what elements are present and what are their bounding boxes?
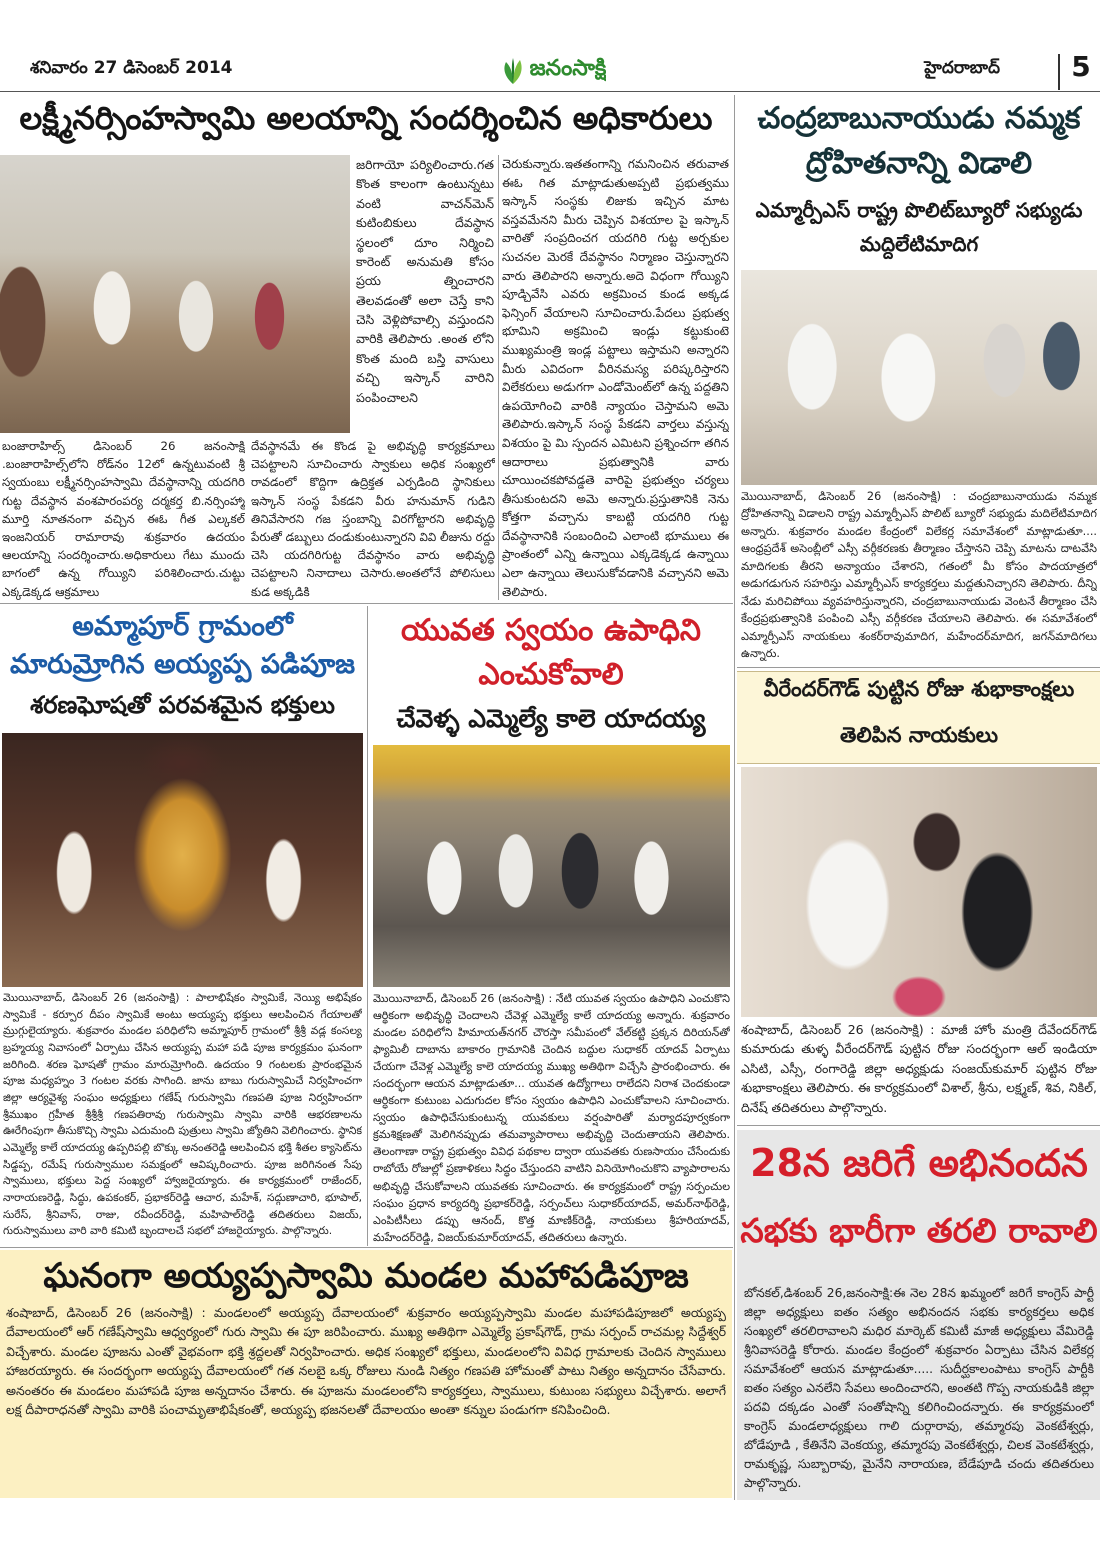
photo-temple-visit [0,155,350,433]
article-abhinandana-body: బోనకల్,డిశంబర్ 26,జనంసాక్షి:ఈ నెల 28న ఖమ్మంలో జరిగే కాంగ్రెస్ పార్టీ జిల్లా అధ్యక్షులు ఐతం సత్యం అభినందన సభకు కార్యకర్తలు అధిక సంఖ్యలో తరలిరావాలని మధిర మార్కెట్ కమిటీ మాజీ అధ్యక్షులు వేమిరెడ్డి శ్రీనివాసరెడ్డి కోరారు. మండల కేంద్రంలో శుక్రవారం ఏర్పాటు చేసిన విలేకర్ల సమావేశంలో ఆయన మాట్లాడుతూ..... సుదీర్ఘకాలంపాటు కాంగ్రెస్ పార్టీకి ఐతం సత్యం ఎనలేని సేవలు అందించారని, అంతటి గొప్ప నాయకుడికి జిల్లా పదవి దక్కడం ఎంతో సంతోషాన్ని కలిగించిందన్నారు. ఈ కార్యక్రమంలో కాంగ్రెస్ మండలాధ్యక్షులు గాలి దుర్గారావు, తమ్మారపు వెంకటేశ్వర్లు, బోడేపూడి , కేతినేని వెంకయ్య, తమ్మారపు వెంకటేశ్వర్లు, చిలక వెంకటేశ్వర్లు, రామకృష్ణ, సుబ్బారావు, మైనేని నారాయణ, బేడేపూడి చందు తదితరులు పాల్గొన్నారు. [744,1286,1094,1490]
article-mandala-puja-headline: ఘనంగా అయ్యప్పస్వామి మండల మహాపడిపూజ [43,1256,689,1296]
logo-text: జనంసాక్షి [529,56,607,81]
photo-dhaba-inauguration [373,745,730,987]
article-ammapur-subheadline: శరణఘోషతో పరవశమైన భక్తులు [30,691,335,719]
article-temple-column-4: చెరుకున్నారు.ఇతతంగాన్ని గమనించిన తరువాత ఈఓ గిత మాట్లాడుతుఅప్పటి ప్రభుత్వము ఇస్కాన్ సంస్థకు లిజుకు ఇచ్చిన మాట వస్తవమేనని మీరు చెప్పిన విశయాల పై ఇస్కాన్ వారితో సంప్రదించగ యదగిరి గుట్ట అర్చకుల సుచనల మెరకే దేవస్థానం నిర్మాణం చెస్తున్నారని వారు తెలిపారని అన్నారు.అదె విధంగా గోయ్యిని పూడ్చివేసి ఎవరు అక్రమించ కుండ అక్కడ ఫెన్సింగ్ వేయాలని సూచించారు.పేదలు ప్రభుత్వ భూమిని అక్రమించి ఇండ్లు కట్టుకుంటె ముఖ్యమంత్రి ఇండ్ల పట్టాలు ఇస్తామని అన్నారని మీరు ఎవిదంగా వీరినమస్య పరిష్కరిస్తారని విలేకరులు అడుగగా ఎండోమెంట్‌లో ఉన్న పద్దతిని ఉపయోగించి వారికి న్యాయం చెస్తామని అమె తెలిపారు.ఇస్కాన్ సంస్థ పేకడని వార్తలు వస్తున్న విశయం పై మి స్పందన ఎమిటని ప్రశ్నించగా తగిన ఆదారాలు ప్రభుత్వానికి వారు చూయించకపోవడ్డతె వారిపై ప్రభుత్వం చర్యలు తీసుకుంటదని అమె అన్నారు.ప్రస్తుతానికి నెను కోత్తగా వచ్చాను కాబట్టి యదగిరి గుట్ట దేవస్థానానికి సంబందించి ఎలాంటి భూములు ఈ ప్రాంతంలో ఎన్ని ఉన్నాయి ఎక్కడెక్కడ ఉన్నాయి ఎలా ఉన్నాయి తెలుసుకోవడానికి వచ్చానని అమె తెలిపారు. [502,157,729,599]
article-yuvata-headline-line2: ఎంచుకోవాలి [478,657,624,692]
article-chandrababu-headline-line1: చంద్రబాబునాయుడు నమ్మక [757,101,1081,136]
photo-ayyappa-padipuja [2,733,363,987]
article-temple-column-2: జరిగాయో పర్యిలించారు.గత కొంత కాలంగా ఉంటున్నటు వంటి వాచన్‌మెన్ కుటింబికులు దేవస్థాన స్థలంలో దూం నిర్మించి కారెంట్ అనుమతి కోసం ప్రయ త్నించారని తెలవడంతో అలా చెస్తే కాని చెసి వెళ్లిపోవాల్సి వస్తుందని వారికి తెలిపారు .అంత లోని కొంత మంది బస్తి వాసులు వచ్చి ఇస్కాన్ వారిని పంపించాలని [356,157,494,405]
article-veerender-subheadline: తెలిపిన నాయకులు [840,723,998,747]
section-rule [0,603,733,604]
article-abhinandana-headline-line2: సభకు భారీగా తరలి రావాలి [740,1211,1098,1250]
section-rule [737,667,1100,668]
column-rule [498,155,499,600]
article-yuvata-subheadline: చేవెళ్ళ ఎమ్మెల్యే కాలె యాదయ్య [396,704,706,733]
article-chandrababu-subheadline-line1: ఎమ్మార్పీఎస్ రాష్ట్ర పొలిట్‌బ్యూరో సభ్యుడు [755,198,1083,222]
article-ammapur-headline-line2: మారుమ్రోగిన అయ్యప్ప పడిపూజ [10,649,355,680]
article-abhinandana-headline-line1: 28న జరిగే అభినందన [750,1141,1088,1185]
article-ammapur-headline-line1: అమ్మాపూర్ గ్రామంలో [72,611,293,642]
edition-city: హైదరాబాద్ [924,58,1000,78]
article-ammapur-body: మొయినాబాద్, డిసెంబర్ 26 (జనంసాక్షి) : పాలాభిషేకం స్వామికే, నెయ్యి అభిషేకం స్వామికే - కర్పూర దీపం స్వామికే అంటు అయ్యప్ప భక్తులు ఆలపించిన గేయాలతో మ్రుగ్గులైయ్యారు. శుక్రవారం మండల పరిధిలోని అమ్మాపూర్ గ్రామంలో శ్రీశ్రీ వడ్ల కంసల్య బ్రహ్మయ్య నివాసంలో ఏర్పాటు చేసిన అయ్యప్ప మహా పడి పూజ కార్యక్రమం ఘనంగా జరిగింది. శరణ ఘోషతో గ్రామం మారుమ్రోగింది. ఉదయం 9 గంటలకు ప్రారంభమైన పూజ మధ్యహ్నం 3 గంటల వరకు సాగింది. జాను బాబు గురుస్వామిచే నిర్వహించగా జిల్లా ఆర్యవైశ్య సంఘం అధ్యక్షులు గణేష్ గురుస్వామి గణపతి పూజ నిర్వహించగా శ్రీముఖం గ్రహీత శ్రీశ్రీశ్రీ గణపతిరావు గురుస్వామి స్వామి వారికి ఆభరణాలను ఊరేగింపుగా తీసుకొచ్చి స్వామి ఎదుమంది పుత్రులు స్వామి జ్యోతిని వెలిగించారు. స్థానిక ఎమ్మెల్యే కాలే యాదయ్య ఉప్పరిపల్లి బొక్కు అనంతరెడ్డి ఆలపించిన భక్తి శీతల క్యాసెట్‌ను సిడ్డప్ప, రమేష్ గురుస్వాముల సమక్షంలో ఆవిష్కరించారు. పూజ జరిగినంత సేపు స్వాములు, భక్తులు పెద్ద సంఖ్యలో హ్వాజరైయ్యారు. ఈ కార్యక్రమంలో రాజేందర్, నారాయణరెడ్డి, సిద్ధు, ఉపకంకర్, ప్రభాకర్‌రెడ్డి ఆచార, మహేశ్, సద్గుణాచారి, భూపాల్, సురేస్, శ్రీనివాస్, రాజు, రవీందర్‌రెడ్డి, మహిపాల్‌రెడ్డి తదితరులు విజయ్, గురుస్వాములు వారి వారి కమిటి బృందాలచే సభలో హాజరైయ్యారు. పాల్గొన్నారు. [3,991,362,1238]
header-rule [0,91,1100,92]
photo-press-meet [741,270,1097,485]
section-rule [0,1247,733,1248]
section-rule [737,1125,1100,1126]
article-chandrababu-body: మొయినాబాద్, డిసెంబర్ 26 (జనంసాక్షి) : చంద్రబాబునాయుడు నమ్మక ద్రోహితనాన్ని విడాలని రాష్ట్ర ఎమ్మార్పీఎస్ పొలిట్ బ్యూరో సభ్యుడు మదిలేటిమాదిగ అన్నారు. శుక్రవారం మండల కేంద్రంలో విలేకర్ల సమావేశంలో మాట్లాడుతూ.... ఆంధ్రప్రదేశ్ అసెంబ్లీలో ఎస్సీ వర్గీకరణకు తీర్మాణం చేస్తానని చెప్పి మాటను దాటవేసి మాదిగలకు తీరని అన్యాయం చేశారని, గతంలో మీ కోసం పాదయాత్రలో అడుగడుగున సహరిస్తు ఎమ్మార్పీఎస్ కార్యకర్తలు మద్దతునిచ్చారని తెలిపారు. దీన్ని నేడు మరిచిపోయి వ్యవహరిస్తున్నారని, చంద్రబాబునాయుడు వెంటనే తీర్మాణం చేసి కేంద్రప్రభుత్వానికి పంపించి ఎస్సీ వర్గీకరణ చేయాలని తెలిపారు. ఈ సమావేశంలో ఎమ్మార్పీఎస్ నాయకులు శంకర్‌రావుమాదిగ, మహేందర్‌మాదిగ, జగన్‌మాదిగలు ఉన్నారు. [741,490,1097,660]
photo-birthday-greeting [741,767,1097,1017]
article-chandrababu-headline-line2: ద్రోహితనాన్ని విడాలి [805,146,1033,181]
article-yuvata-body: మొయినాబాద్, డిసెంబర్ 26 (జనంసాక్షి) : నేటి యువత స్వయం ఉపాధిని ఎంచుకొని ఆర్థికంగా అభివృద్ధి చెందాలని చేవెళ్ల ఎమ్మెల్యే కాలే యాదయ్య అన్నారు. శుక్రవారం మండల పరిధిలోని హిమాయత్‌నగర్ చౌరస్తా సమీపంలో వేల్‌కట్టి ప్రక్కన దిరియన్‌తో ఫ్యామిలీ దాబాను బాకారం గ్రామానికి చెందిన బద్దుల సుధాకర్ యాదవ్ ఏర్పాటు చేయగా చేవెళ్ల ఎమ్మెల్యే కాలె యాదయ్య ముఖ్య అతిథిగా విచ్చేసి ప్రారంభించారు. ఈ సందర్భంగా ఆయన మాట్లాడుతూ... యువత ఉద్యోగాలు రాలేదని నిరాశ చెందకుండా ఆర్ధికంగా కుటుంబ ఎదుగుదల కోసం స్వయం ఉపాధిని ఎంచుకోవాలని సూచించారు. స్వయం ఉపాధిచేసుకుంటున్న యువకులు వర్షంపారితో మర్యాదపూర్వకంగా క్రమశిక్షణతో మెలిగినప్పుడు తమవ్యాపారాలు అభివృద్ది చెందుతాయని తెలిపారు. తెలంగాణా రాష్ట్ర ప్రభుత్వం వివిధ పథకాల ద్వారా యువతకు రుణసాయం చేసేందుకు రాబోయే రోజుల్లో ప్రణాళికలు సిద్ధం చేస్తుందని వాటిని వినియోగించుకొని వ్యాపారాలను అభివృద్ధి చేసుకోవాలని యువతకు సూచించారు. ఈ కార్యక్రమంలో రాష్ట్ర సర్పంచుల సంఘం ప్రధాన కార్యదర్శి ప్రభాకర్‌రెడ్డి, సర్పంచ్‌లు సుధాకర్‌యాదవ్, అమర్‌నాథ్‌రెడ్డి, ఎంపిటీసీలు డప్పు ఆనంద్, కొత్త మాణిక్‌రెడ్డి, నాయకులు శ్రీహరియాదవ్, మహేందర్‌రెడ్డి, విజయ్‌కుమార్‌యాదవ్, తదితరులు ఉన్నారు. [373,992,730,1244]
article-mandala-puja-body: శంషాబాద్, డిసెంబర్ 26 (జనంసాక్షి) : మండలంలో అయ్యప్ప దేవాలయంలో శుక్రవారం అయ్యప్పస్వామి మండల మహాపడిపూజలో అయ్యప్ప దేవాలయంలో ఆర్ గణేష్‌స్వామి ఆధ్వర్యంలో గురు స్వామి ఈ పూ జరిపించారు. ముఖ్య అతిథిగా ఎమ్మెల్యే ప్రకాష్‌గౌడ్, గ్రామ సర్పంచ్ రాచమల్ల సిద్దేశ్వర్ విచ్చేశారు. మండల పూజను ఎంతో వైభవంగా భక్తి శ్రద్దలతో నిర్వహించారు. అధిక సంఖ్యలో భక్తులు, మండలంలోని వివిధ గ్రామాలకు చెందిన స్వాములు హాజరయ్యారు. ఈ సందర్భంగా అయ్యప్ప దేవాలయంలో గత నలబై ఒక్క రోజులు నుండి నిత్యం గణపతి హోమంతో పాటు నిత్యం అన్నదానం చేసేవారు. అనంతరం ఈ మండలం మహాపడి పూజ అన్నదానం చేశారు. ఈ పూజను మండలంలోని కార్యకర్తలు, స్వాములు, కుటుంబ సభ్యులు విచ్చేశారు. అలాగే లక్ష దీపారాధనతో స్వామి వారికి పంచామృతాభిషేకంతో, అయ్యప్ప భజనలతో దేవాలయం అంతా కన్నుల పండుగగా కనిపించింది. [6,1305,726,1417]
article-temple-column-3: దేవస్థానమే ఈ కొండ పై అభివృద్ధి కార్యక్రమాలు చెపట్టాలని సూచించారు స్వాకులు అధిక సంఖ్యలో రావడంలో కొద్దిగా ఉద్రిక్తత ఎర్పడింది స్థానికులు ఇస్కాన్ సంస్థ పేకడని వీరు హనుమాన్ గుడిని తినివేసారని గజ స్తంబాన్ని విరగోట్టారని అభివృద్ధి పేరుతో డబ్బులు దండుకుంటున్నారని వివి లీజును రద్దు చెసి యదగిరిగుట్ట దేవస్థానం వారు అభివృద్ధి చెపట్టాలని నినాదాలు చెసారు.అంతలోనే పోలిసులు కుడ అక్కడికి [251,439,495,599]
issue-date: శనివారం 27 డిసెంబర్ 2014 [30,58,233,78]
page-number: 5 [1071,50,1091,83]
article-chandrababu-subheadline-line2: మద్దిలేటిమాదిగ [859,232,979,256]
header-separator [1058,54,1060,90]
article-veerender-headline: వీరేందర్‌గౌడ్ పుట్టిన రోజు శుభాకాంక్షలు [763,677,1075,701]
article-temple-headline: లక్ష్మీనర్సింహస్వామి అలయాన్ని సందర్శించిన అధికారులు [19,99,713,137]
column-rule [734,95,735,1500]
masthead-logo [486,52,620,90]
article-yuvata-headline-line1: యువత స్వయం ఉపాధిని [401,613,701,648]
column-rule [367,606,368,1246]
article-veerender-body: శంషాబాద్, డిసెంబర్ 26 (జనంసాక్షి) : మాజీ హోం మంత్రి దేవేందర్‌గౌడ్ కుమారుడు తుళ్ళ వీరేందర్‌గౌడ్ పుట్టిన రోజు సందర్భంగా ఆల్ ఇండియా ఎసిటి, ఎస్సీ, రంగారెడ్డి జిల్లా అధ్యక్షుడు సంజయ్‌కుమార్ పుట్టిన రోజు శుభాకాంక్షలు తెలిపారు. ఈ కార్యక్రమంలో విశాల్, శ్రీను, లక్ష్మణ్, శివ, నికిల్, దినేష్ తదితరులు పాల్గొన్నారు. [741,1022,1097,1115]
article-temple-column-1: బంజారాహిల్స్ డిసెంబర్ 26 జనంసాక్షి .బంజారాహిల్స్‌లోని రోడ్‌నం 12లో ఉన్నటువంటి శ్రీ స్వయంబు లక్ష్మీనర్సింహస్వామి దేవస్థానాన్ని యదగిరి గుట్ట దేవస్థాన వంశపారంపర్య దర్మకర్త బి.నర్సింహ్మా మూర్తి నూతనంగా వచ్చిన ఈఓ గీత ఎల్కకల్ ఇంజనియర్ రామారావు శుక్రవారం ఉదయం ఆలయాన్ని సందర్శించారు.అధికారులు గేటు ముందు బాగంలో ఉన్న గోయ్యిని పరిశిలించారు.చుట్టు ఎక్కడెక్కడ ఆక్రమాలు [2,439,245,599]
logo-leaf-icon [500,56,526,86]
